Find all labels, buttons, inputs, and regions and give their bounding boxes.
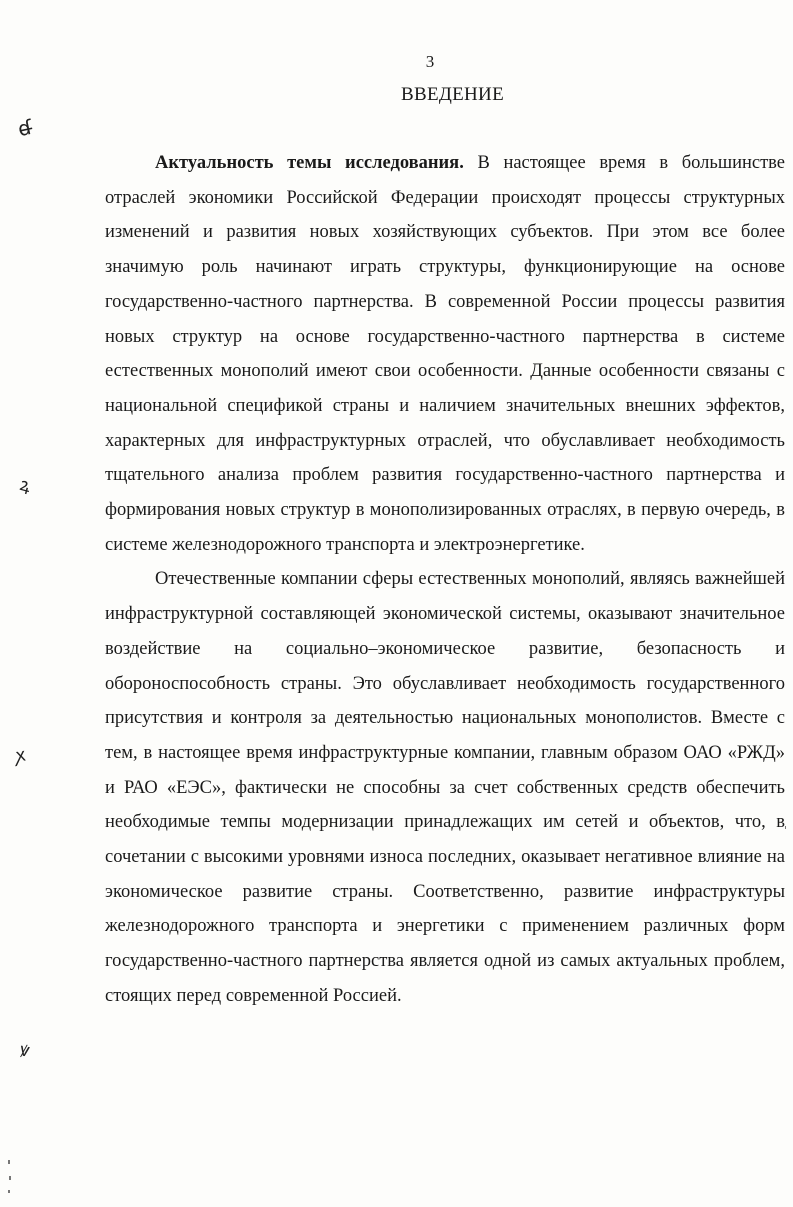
scan-mark: ꝝ bbox=[17, 474, 34, 498]
scan-mark: ꝟ bbox=[18, 1039, 31, 1062]
paragraph-text: Отечественные компании сферы естественных монополий, являясь важнейшей инфраструктурной составляющей экономической системы, оказывают значительное воздействие на социально–экономическое развитие, безопасность и обороноспособность страны. Это обуславливает необходимость государственного присутствия и контроля за деятельностью национальных монополистов. Вместе с тем, в настоящее время инфраструктурные компании, главным образом ОАО «РЖД» и РАО «ЕЭС», фактически не способны за счет собственных средств обеспечить необходимые темпы модернизации принадлежащих им сетей и объектов, что, в сочетании с высокими уровнями износа последних, оказывает негативное влияние на экономическое развитие страны. Соответственно, развитие инфраструктуры железнодорожного транспорта и энергетики с применением различных форм государственно-частного партнерства является одной из самых актуальных проблем, стоящих перед современной Россией. bbox=[105, 569, 785, 1006]
paragraph-relevance bbox=[105, 146, 785, 562]
scan-speck bbox=[9, 1176, 11, 1180]
page-number: 3 bbox=[425, 52, 435, 71]
scan-mark: ɗ̶ bbox=[15, 114, 35, 142]
paragraph-text: В настоящее время в большинстве отраслей экономики Российской Федерации происходят процессы структурных изменений и развития новых хозяйствующих субъектов. При этом все более значимую роль начинают играть структуры, функционирующие на основе государственно-частного партнерства. В современной России процессы развития новых структур на основе государственно-частного партнерства в системе естественных монополий имеют свои особенности. Данные особенности связаны с национальной спецификой страны и наличием значительных внешних эффектов, характерных для инфраструктурных отраслей, что обуславливает необходимость тщательного анализа проблем развития государственно-частного партнерства и формирования новых структур в монополизированных отраслях, в первую очередь, в системе железнодорожного транспорта и электроэнергетике. bbox=[105, 153, 786, 555]
section-heading: ВВЕДЕНИЕ bbox=[401, 84, 504, 105]
paragraph-monopolies bbox=[105, 562, 785, 1013]
scan-speck bbox=[785, 826, 786, 829]
scan-mark: ꭗ bbox=[14, 744, 27, 767]
body-text bbox=[105, 146, 785, 1014]
paragraph-lead: Актуальность темы исследования. bbox=[155, 153, 464, 173]
scan-speck bbox=[8, 1190, 10, 1193]
scan-speck bbox=[8, 1160, 10, 1164]
